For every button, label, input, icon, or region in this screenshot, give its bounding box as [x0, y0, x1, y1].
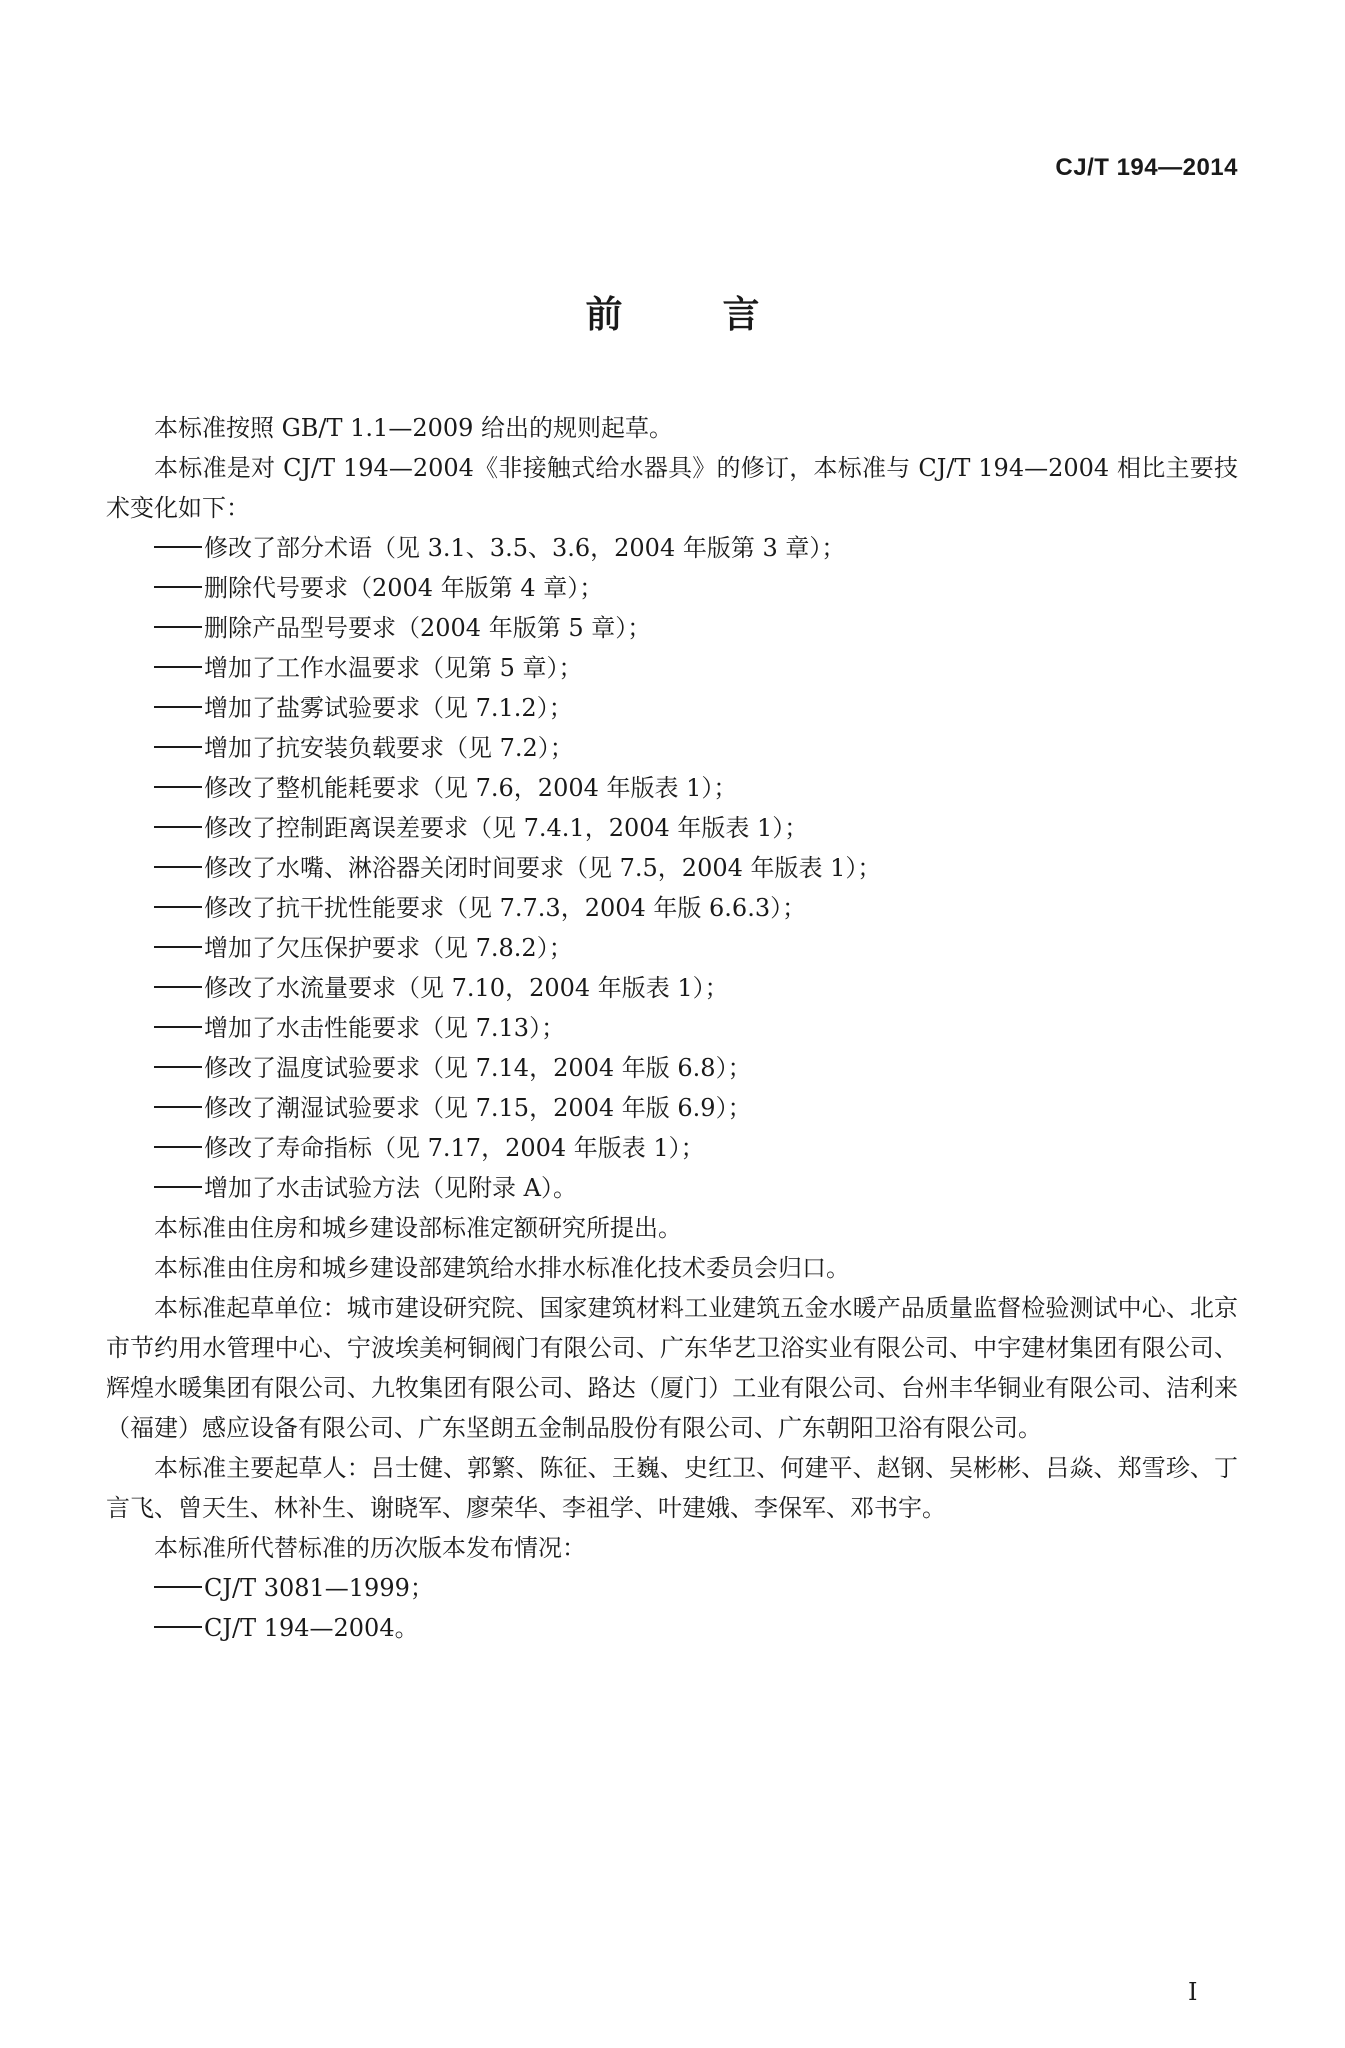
dash-icon — [154, 946, 202, 948]
drafters-paragraph: 本标准主要起草人：吕士健、郭繁、陈征、王巍、史红卫、何建平、赵钢、吴彬彬、吕焱、郑雪珍、丁言飞、曾天生、林补生、谢晓军、廖荣华、李祖学、叶建娥、李保军、邓书宇。 — [106, 1454, 1238, 1522]
dash-icon — [154, 1186, 202, 1188]
dash-icon — [154, 746, 202, 748]
intro-paragraph: 本标准是对 CJ/T 194—2004《非接触式给水器具》的修订，本标准与 CJ/T 194—2004 相比主要技术变化如下： — [106, 454, 1238, 522]
list-item: 修改了潮湿试验要求（见 7.15，2004 年版 6.9）； — [106, 1088, 1238, 1128]
list-item: CJ/T 3081—1999； — [106, 1568, 1238, 1608]
dash-icon — [154, 1146, 202, 1148]
list-item: 增加了水击性能要求（见 7.13）； — [106, 1008, 1238, 1048]
page-title: 前言 — [585, 293, 860, 336]
dash-icon — [154, 546, 202, 548]
list-item: 修改了控制距离误差要求（见 7.4.1，2004 年版表 1）； — [106, 808, 1238, 848]
list-item: CJ/T 194—2004。 — [106, 1608, 1238, 1648]
dash-icon — [154, 586, 202, 588]
list-item: 删除产品型号要求（2004 年版第 5 章）； — [106, 608, 1238, 648]
dash-icon — [154, 1026, 202, 1028]
dash-icon — [154, 1106, 202, 1108]
list-item: 增加了盐雾试验要求（见 7.1.2）； — [106, 688, 1238, 728]
dash-icon — [154, 1066, 202, 1068]
list-item: 修改了部分术语（见 3.1、3.5、3.6，2004 年版第 3 章）； — [106, 528, 1238, 568]
dash-icon — [154, 706, 202, 708]
dash-icon — [154, 826, 202, 828]
document-body — [106, 408, 1238, 1648]
standard-code: CJ/T 194—2014 — [1055, 154, 1238, 181]
dash-icon — [154, 666, 202, 668]
dash-icon — [154, 1626, 202, 1628]
list-item: 修改了抗干扰性能要求（见 7.7.3，2004 年版 6.6.3）； — [106, 888, 1238, 928]
dash-icon — [154, 626, 202, 628]
intro-paragraph: 本标准按照 GB/T 1.1—2009 给出的规则起草。 — [154, 414, 674, 442]
history-list — [106, 1568, 1238, 1648]
history-intro-paragraph: 本标准所代替标准的历次版本发布情况： — [154, 1534, 586, 1562]
page-number: I — [1188, 1978, 1198, 2006]
dash-icon — [154, 906, 202, 908]
list-item: 修改了水嘴、淋浴器关闭时间要求（见 7.5，2004 年版表 1）； — [106, 848, 1238, 888]
list-item: 增加了水击试验方法（见附录 A）。 — [106, 1168, 1238, 1208]
committee-paragraph: 本标准由住房和城乡建设部建筑给水排水标准化技术委员会归口。 — [154, 1254, 850, 1282]
list-item: 修改了整机能耗要求（见 7.6，2004 年版表 1）； — [106, 768, 1238, 808]
list-item: 增加了抗安装负载要求（见 7.2）； — [106, 728, 1238, 768]
dash-icon — [154, 1586, 202, 1588]
dash-icon — [154, 986, 202, 988]
list-item: 删除代号要求（2004 年版第 4 章）； — [106, 568, 1238, 608]
list-item: 修改了寿命指标（见 7.17，2004 年版表 1）； — [106, 1128, 1238, 1168]
list-item: 增加了欠压保护要求（见 7.8.2）； — [106, 928, 1238, 968]
list-item: 增加了工作水温要求（见第 5 章）； — [106, 648, 1238, 688]
dash-icon — [154, 866, 202, 868]
list-item: 修改了水流量要求（见 7.10，2004 年版表 1）； — [106, 968, 1238, 1008]
list-item: 修改了温度试验要求（见 7.14，2004 年版 6.8）； — [106, 1048, 1238, 1088]
dash-icon — [154, 786, 202, 788]
change-list — [106, 528, 1238, 1208]
proposer-paragraph: 本标准由住房和城乡建设部标准定额研究所提出。 — [154, 1214, 682, 1242]
drafting-units-paragraph: 本标准起草单位：城市建设研究院、国家建筑材料工业建筑五金水暖产品质量监督检验测试中心、北京市节约用水管理中心、宁波埃美柯铜阀门有限公司、广东华艺卫浴实业有限公司、中宇建材集团有限公司、辉煌水暖集团有限公司、九牧集团有限公司、路达（厦门）工业有限公司、台州丰华铜业有限公司、洁利来（福建）感应设备有限公司、广东坚朗五金制品股份有限公司、广东朝阳卫浴有限公司。 — [106, 1294, 1238, 1442]
